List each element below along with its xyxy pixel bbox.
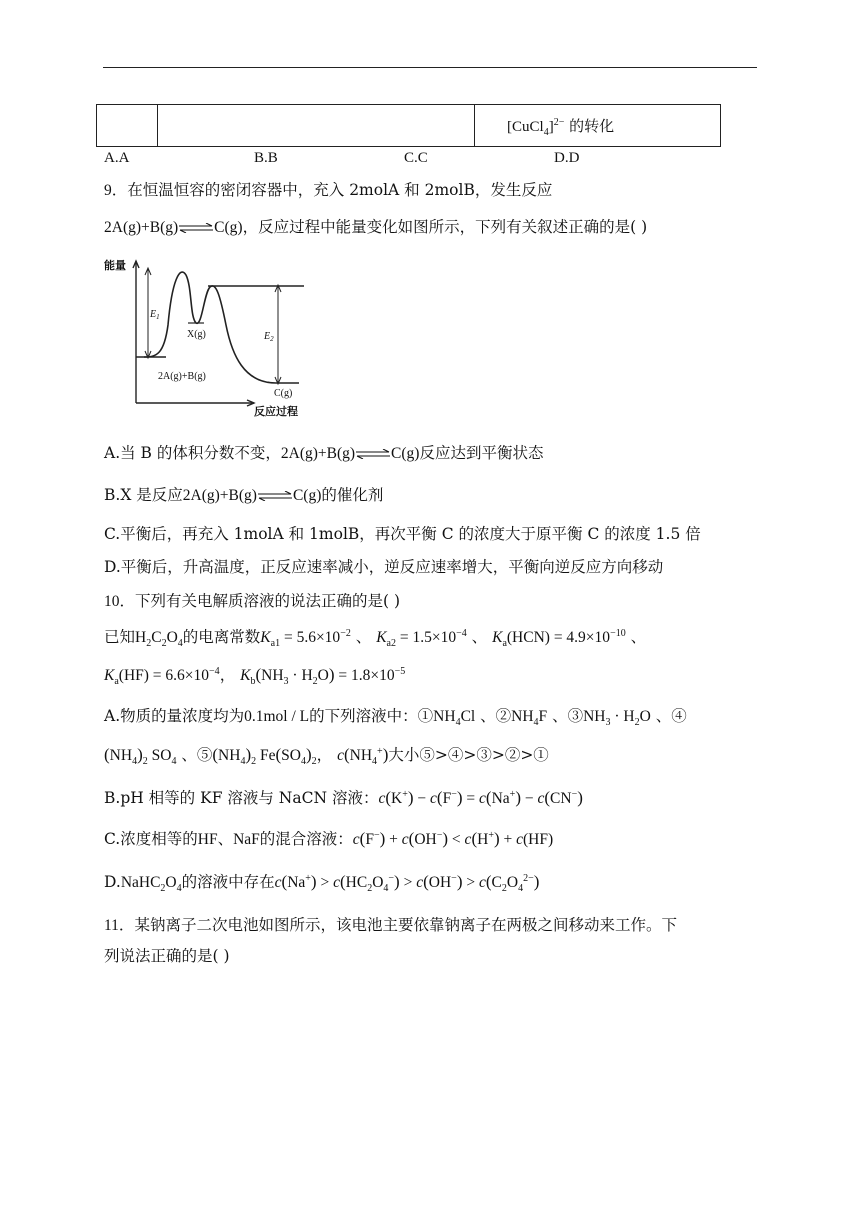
cucl4-base: [CuCl: [507, 119, 544, 135]
q9-number: 9．: [104, 182, 128, 199]
q10-option-a-order: 大小⑤>④>③>②>①: [388, 746, 549, 764]
energy-diagram: [104, 255, 314, 423]
q10-given-line1: 已知$H_2C_2O_4$的电离常数$K_{a1} = 5.6\times 10^{-2}$ 、 $K_{a2} = 1.5\times 10^{-4}$ 、 $K_a(HCN) = 4.9\times 10^{-10}$ 、: [104, 627, 647, 650]
table-cell-empty-2: [158, 105, 475, 147]
q10-option-b: B.pH 相等的 KF 溶液与 NaCN 溶液：c(K+) − c(F−) = c(Na+) − c(CN−): [104, 788, 583, 807]
q9-option-a-reaction-left: 2A(g)+B(g): [280, 445, 356, 462]
figure-product-label: C(g): [274, 388, 293, 399]
q10-given-pre: 已知: [104, 628, 136, 646]
q9-option-a-reaction-right: C(g): [391, 445, 420, 462]
h2c2o4-formula: $H_2C_2O_4$: [135, 629, 183, 650]
cucl4-sub: 4: [543, 127, 549, 138]
q11-stem-line1: [104, 915, 677, 936]
q10-option-b-pre: B.pH 相等的 KF 溶液与 NaCN 溶液：: [104, 789, 379, 807]
energy-curve: [144, 272, 299, 383]
q9-option-b-pre: B.X 是反应: [104, 486, 183, 504]
q10-option-a-line2: $(NH_4)_2$ $SO_4$ 、$⑤(NH_4)_2$ $Fe(SO_4)_2$， $c(NH_4^+)$大小⑤>④>③>②>①: [104, 745, 549, 768]
q10-stem-text: 下列有关电解质溶液的说法正确的是( ): [135, 592, 401, 610]
q10-given-line2: $K_a(HF) = 6.6\times 10^{-4}$， $K_b(NH_3 \cdot H_2O) = 1.8\times 10^{-5}$: [104, 665, 406, 688]
q10-option-a-mid: 的下列溶液中：: [309, 707, 418, 725]
cucl4-charge: 2−: [553, 117, 565, 128]
q9-option-b-reaction-left: 2A(g)+B(g): [182, 487, 257, 504]
figure-e1-label: $E_1$: [150, 309, 160, 321]
q10-option-a-line1: A.物质的量浓度均为0.1mol / L的下列溶液中：$①NH_4Cl$ 、$②NH_4F$ 、$③NH_3 \cdot H_2O$ 、④: [104, 707, 687, 729]
table-cell-cucl4: [475, 105, 721, 147]
equilibrium-arrow-icon: [355, 449, 391, 459]
q9-stem-line1: [104, 180, 552, 201]
q10-option-a-conc: 0.1mol / L: [244, 708, 310, 725]
q9-option-b-post: 的催化剂: [321, 486, 384, 504]
figure-x-intermediate-label: X(g): [187, 329, 206, 340]
figure-x-label: 反应过程: [254, 405, 298, 418]
q10-number: 10．: [104, 593, 136, 610]
q8-option-b: B.B: [254, 150, 278, 166]
figure-reactants-label: 2A(g)+B(g): [158, 371, 206, 382]
q11-stem-line2: 列说法正确的是( ): [104, 947, 230, 965]
q10-option-c: C.浓度相等的HF、NaF的混合溶液：c(F−) + c(OH−) < c(H+) + c(HF): [104, 829, 554, 848]
q10-given-mid: 的电离常数: [182, 628, 261, 646]
q11-stem-text: 某钠离子二次电池如图所示，该电池主要依靠钠离子在两极之间移动来工作。下: [134, 916, 677, 934]
equilibrium-arrow-icon: [178, 223, 214, 233]
q10-option-a-pre: A.物质的量浓度均为: [104, 707, 245, 725]
table-row: [97, 105, 721, 147]
previous-question-table: [96, 104, 721, 147]
q10-option-c-mid: 的混合溶液：: [259, 830, 353, 848]
figure-e2-label: $E_2$: [264, 331, 274, 343]
ka-hf-expression: $K_a(HF) = 6.6\times 10^{-4}$: [104, 665, 220, 688]
q9-reaction-left: 2A(g)+B(g): [104, 219, 179, 236]
q10-option-d: $D.NaHC_2O_4$的溶液中存在$c(Na^+) > c(HC_2O_4^-) > c(OH^-) > c(C_2O_4^{2-})$: [104, 872, 540, 895]
q9-option-a: [104, 443, 543, 464]
figure-y-label: 能量: [104, 259, 126, 272]
q9-stem-text: 在恒温恒容的密闭容器中，充入 2molA 和 2molB，发生反应: [127, 181, 553, 199]
q9-option-b-reaction-right: C(g): [292, 487, 322, 504]
q9-option-a-post: 反应达到平衡状态: [419, 444, 544, 462]
cucl4-formula: [CuCl$_4$]$^{2-}$: [507, 117, 565, 138]
q10-option-d-pre: D.: [104, 873, 121, 891]
table-cell-empty-1: [97, 105, 158, 147]
q9-stem-tail: ，反应过程中能量变化如图所示，下列有关叙述正确的是( ): [242, 218, 648, 236]
ka1-expression: $K_{a1} = 5.6\times 10^{-2}$: [260, 627, 351, 650]
equilibrium-arrow-icon: [257, 491, 293, 501]
kb-expression: $K_b(NH_3 \cdot H_2O) = 1.8\times 10^{-5}$: [240, 665, 406, 688]
q9-option-a-pre: A.当 B 的体积分数不变，: [104, 444, 281, 462]
q8-option-a: A.A: [104, 150, 130, 166]
q9-reaction-right: C(g): [214, 219, 243, 236]
q10-option-c-pre: C.浓度相等的: [104, 830, 198, 848]
q11-number: 11．: [104, 917, 135, 934]
q9-option-d: D.平衡后，升高温度，正反应速率减小，逆反应速率增大，平衡向逆反应方向移动: [104, 558, 664, 576]
q8-option-d: D.D: [554, 150, 580, 166]
q10-option-d-mid: 的溶液中存在: [181, 873, 275, 891]
q9-option-b: [104, 485, 383, 506]
ka2-expression: $K_{a2} = 1.5\times 10^{-4}$: [376, 627, 467, 650]
q8-option-c: C.C: [404, 150, 428, 166]
q9-stem-line2: [104, 217, 647, 238]
header-rule: [103, 67, 757, 68]
cucl4-text: 的转化: [569, 117, 615, 135]
ka-hcn-expression: $K_a(HCN) = 4.9\times 10^{-10}$: [492, 627, 626, 650]
q9-option-c: C.平衡后，再充入 1molA 和 1molB，再次平衡 C 的浓度大于原平衡 C 的浓度 1.5 倍: [104, 525, 701, 543]
q10-stem: [104, 591, 400, 612]
